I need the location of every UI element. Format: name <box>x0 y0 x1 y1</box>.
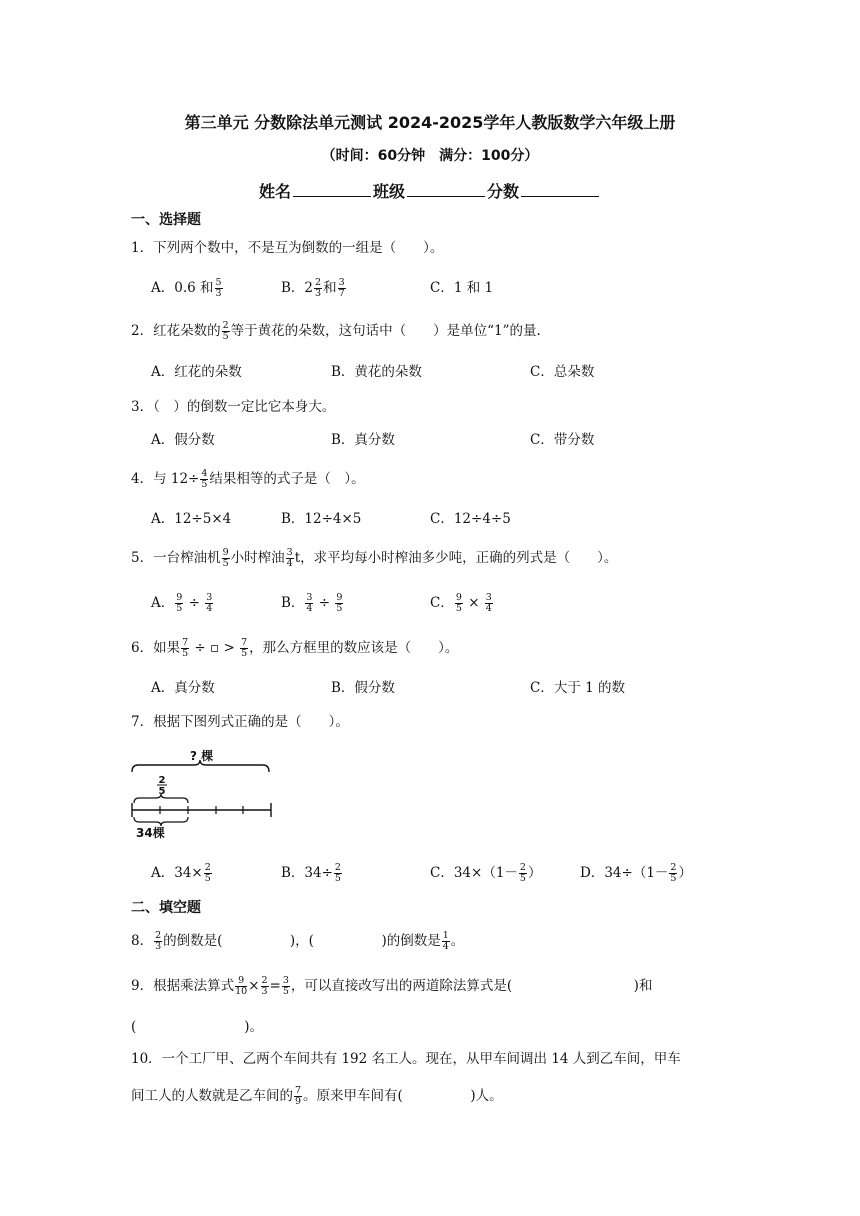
question-7-option-d: D．34÷（1－ $\frac{2}{5}$ ） <box>580 862 692 884</box>
name-blank[interactable] <box>293 182 371 197</box>
question-7-option-a: A．34× $\frac{2}{5}$ <box>151 862 211 884</box>
question-7-option-c: C．34×（1－ $\frac{2}{5}$ ） <box>430 862 542 884</box>
question-8: 8． $\frac{2}{3}$ 的倒数是( )，( )的倒数是 $\frac{1}{4}$ 。 <box>131 930 465 952</box>
question-3-stem: 3．（ ）的倒数一定比它本身大。 <box>131 399 336 415</box>
question-1-option-b: B．2 $\frac{2}{3}$ 和 $\frac{3}{7}$ <box>281 277 345 299</box>
question-2-option-b: B．黄花的朵数 <box>331 364 422 380</box>
diagram-frac-num: 2 <box>158 775 166 786</box>
diagram-top-brace <box>132 760 269 772</box>
question-4-option-c: C．12÷4÷5 <box>430 511 511 527</box>
question-5-stem: 5．一台榨油机 $\frac{9}{5}$ 小时榨油 $\frac{3}{4}$ t，求平均每小时榨油多少吨，正确的列式是（ ）。 <box>131 547 618 569</box>
question-3-option-a: A．假分数 <box>151 432 215 448</box>
question-6-option-b: B．假分数 <box>331 680 395 696</box>
question-7-stem: 7．根据下图列式正确的是（ ）。 <box>131 714 349 730</box>
section-title-choice: 一、选择题 <box>131 212 201 228</box>
class-blank[interactable] <box>407 182 485 197</box>
question-9-line-1: 9．根据乘法算式 $\frac{9}{10}$ × $\frac{2}{3}$ = $\frac{3}{5}$ ，可以直接改写出的两道除法算式是( )和 <box>131 975 653 997</box>
diagram-part-label: 34棵 <box>136 826 165 840</box>
name-label: 姓名 <box>258 182 291 201</box>
question-3-option-b: B．真分数 <box>331 432 395 448</box>
question-10-line-1: 10．一个工厂甲、乙两个车间共有 192 名工人。现在，从甲车间调出 14 人到乙车间，甲车 <box>131 1051 681 1067</box>
question-6-option-a: A．真分数 <box>151 680 215 696</box>
student-info-row <box>0 179 860 202</box>
question-3-option-c: C．带分数 <box>530 432 595 448</box>
question-4-option-b: B．12÷4×5 <box>281 511 362 527</box>
page-subtitle: （时间：60分钟 满分：100分） <box>321 148 539 164</box>
diagram-bottom-brace <box>134 817 188 826</box>
question-5-option-c: C． $\frac{9}{5}$ × $\frac{3}{4}$ <box>430 592 492 614</box>
question-4-stem: 4．与 12÷ $\frac{4}{5}$ 结果相等的式子是（ ）。 <box>131 468 365 490</box>
class-label: 班级 <box>372 182 405 201</box>
question-4-option-a: A．12÷5×4 <box>151 511 232 527</box>
question-5-option-a: A． $\frac{9}{5}$ ÷ $\frac{3}{4}$ <box>151 592 213 614</box>
question-7-option-b: B．34÷ $\frac{2}{5}$ <box>281 862 341 884</box>
question-10-line-2: 间工人的人数就是乙车间的 $\frac{7}{9}$ 。原来甲车间有( )人。 <box>131 1085 503 1107</box>
question-2-option-a: A．红花的朵数 <box>151 364 242 380</box>
question-6-option-c: C．大于 1 的数 <box>530 680 626 696</box>
question-6-stem: 6．如果 $\frac{7}{5}$ ÷ ▫ > $\frac{7}{5}$ ，那么方框里的数应该是（ ）。 <box>131 637 459 659</box>
question-1-option-a: A．0.6 和 $\frac{5}{3}$ <box>151 277 222 299</box>
diagram-part-brace <box>134 794 188 803</box>
diagram-total-label: ? 棵 <box>190 749 214 763</box>
question-9-line-2: ( )。 <box>131 1019 264 1035</box>
question-2-option-c: C．总朵数 <box>530 364 595 380</box>
section-title-fill: 二、填空题 <box>131 900 201 916</box>
question-5-option-b: B． $\frac{3}{4}$ ÷ $\frac{9}{5}$ <box>281 592 343 614</box>
score-blank[interactable] <box>521 182 599 197</box>
page-title: 第三单元 分数除法单元测试 2024-2025学年人教版数学六年级上册 <box>184 113 676 132</box>
question-1-option-c: C．1 和 1 <box>430 280 494 296</box>
question-1-stem: 1．下列两个数中，不是互为倒数的一组是（ ）。 <box>131 240 444 256</box>
question-2-stem: 2．红花朵数的 $\frac{2}{5}$ 等于黄花的朵数，这句话中（ ）是单位“1”的量. <box>131 320 541 342</box>
score-label: 分数 <box>487 182 520 201</box>
diagram-frac-den: 5 <box>158 786 166 797</box>
question-7-diagram <box>128 740 278 840</box>
